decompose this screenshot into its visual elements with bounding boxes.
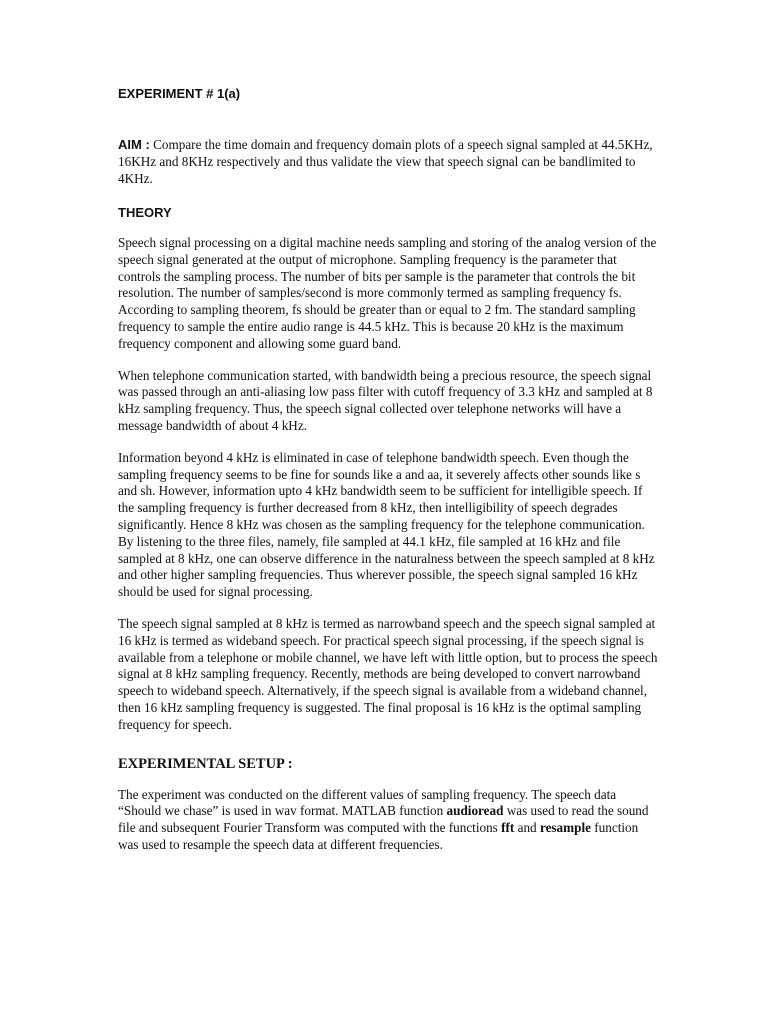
theory-paragraph-3: Information beyond 4 kHz is eliminated in case of telephone bandwidth speech. Even though the sampling frequency seems to be fine for sounds like a and aa, it severely affects other sounds like s and sh. However, information upto 4 kHz bandwidth seem to be sufficient for intelligible speech. If the sampling frequency is further decreased from 8 kHz, then intelligibility of speech degrades significantly. Hence 8 kHz was chosen as the sampling frequency for the telephone communication. By listening to the three files, namely, file sampled at 44.1 kHz, file sampled at 16 kHz and file sampled at 8 kHz, one can observe difference in the naturalness between the speech sampled at 8 kHz and other higher sampling frequencies. Thus wherever possible, the speech signal sampled 16 kHz should be used for signal processing. xyxy=(118,449,655,600)
experiment-title: EXPERIMENT # 1(a) xyxy=(118,86,241,101)
document-page xyxy=(118,86,658,869)
setup-text-1: The experiment was conducted on the different values of sampling frequency. The speech data “Should we chase” is used in wav format. MATLAB function xyxy=(118,786,617,819)
audioread-function: audioread xyxy=(446,803,504,819)
fft-function: fft xyxy=(501,820,515,836)
theory-paragraph-2: When telephone communication started, with bandwidth being a precious resource, the speech signal was passed through an anti-aliasing low pass filter with cutoff frequency of 3.3 kHz and sampled at 8 kHz sampling frequency. Thus, the speech signal collected over telephone networks will have a message bandwidth of about 4 kHz. xyxy=(118,367,653,433)
resample-function: resample xyxy=(539,820,591,836)
theory-paragraph-4: The speech signal sampled at 8 kHz is termed as narrowband speech and the speech signal sampled at 16 kHz is termed as wideband speech. For practical speech signal processing, if the speech signal is available from a telephone or mobile channel, we have left with little option, but to process the speech signal at 8 kHz sampling frequency. Recently, methods are being developed to convert narrowband speech to wideband speech. Alternatively, if the speech signal is available from a wideband channel, then 16 kHz sampling frequency is suggested. The final proposal is 16 kHz is the optimal sampling frequency for speech. xyxy=(118,615,658,732)
aim-text: Compare the time domain and frequency domain plots of a speech signal sampled at 44.5KHz, 16KHz and 8KHz respectively and thus validate the view that speech signal can be bandlimited to 4KHz. xyxy=(118,137,653,186)
setup-paragraph xyxy=(118,787,658,854)
setup-text-4: function was used to resample the speech data at different frequencies. xyxy=(118,820,639,852)
theory-heading: THEORY xyxy=(118,205,172,220)
setup-text-3: and xyxy=(517,820,537,836)
experimental-setup-heading: EXPERIMENTAL SETUP : xyxy=(118,755,293,772)
setup-text-2: was used to read the sound file and subsequent Fourier Transform was computed with the functions xyxy=(118,803,649,836)
aim-section xyxy=(118,136,658,187)
aim-label: AIM : xyxy=(118,137,150,152)
theory-paragraph-1: Speech signal processing on a digital machine needs sampling and storing of the analog version of the speech signal generated at the output of microphone. Sampling frequency is the parameter that controls the sampling process. The number of bits per sample is the parameter that controls the bit resolution. The number of samples/second is more commonly termed as sampling frequency fs. According to sampling theorem, fs should be greater than or equal to 2 fm. The standard sampling frequency to sample the entire audio range is 44.5 kHz. This is because 20 kHz is the maximum frequency component and allowing some guard band. xyxy=(118,235,657,351)
